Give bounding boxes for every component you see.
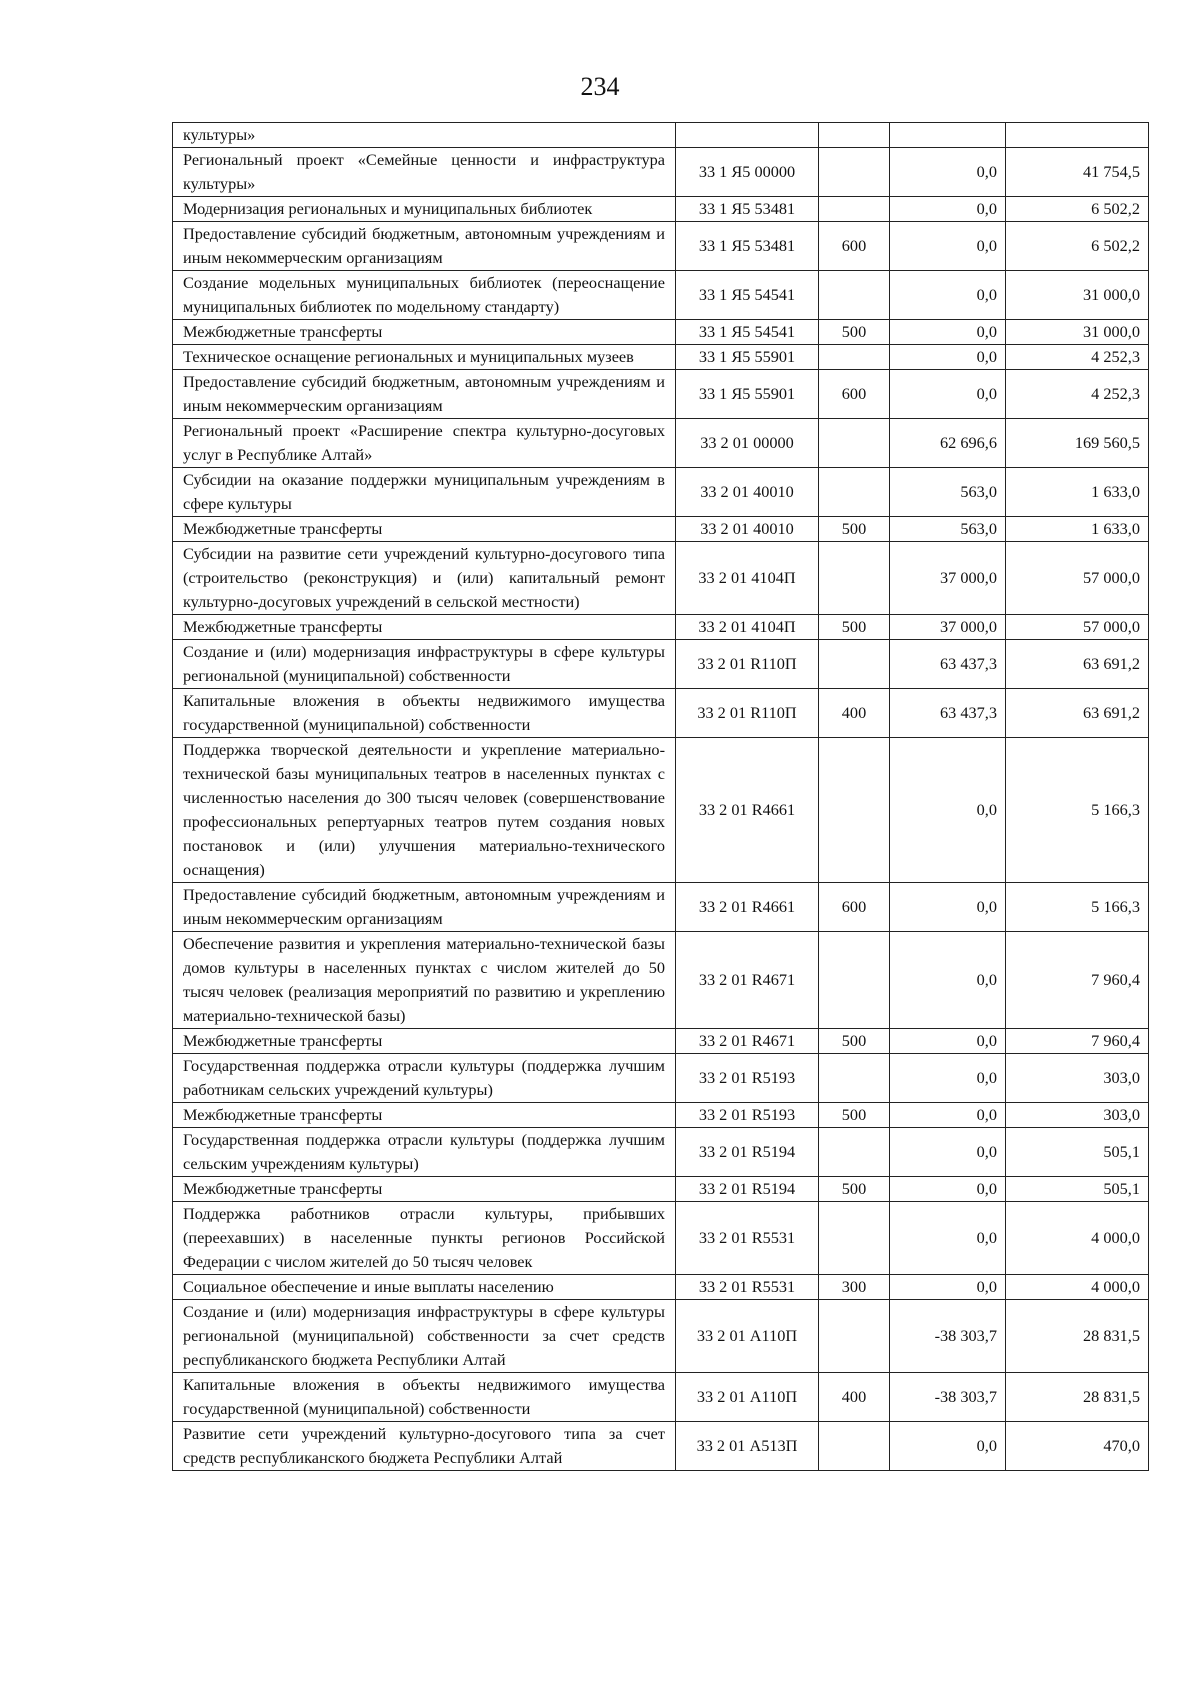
table-row (173, 640, 1149, 689)
table-row (173, 1422, 1149, 1471)
row-amount-year2-cell (1006, 123, 1149, 148)
row-code-cell: 33 2 01 00000 (676, 419, 819, 468)
row-amount-year1-cell: 0,0 (890, 932, 1006, 1029)
table-row (173, 883, 1149, 932)
row-amount-year1-cell: 63 437,3 (890, 689, 1006, 738)
row-amount-year2-cell: 7 960,4 (1006, 1029, 1149, 1054)
row-code-cell: 33 1 Я5 54541 (676, 271, 819, 320)
row-amount-year1-cell: 63 437,3 (890, 640, 1006, 689)
row-amount-year1-cell: 0,0 (890, 345, 1006, 370)
row-name-cell: культуры» (173, 123, 676, 148)
row-amount-year2-cell: 4 252,3 (1006, 370, 1149, 419)
row-amount-year2-cell: 63 691,2 (1006, 640, 1149, 689)
row-amount-year1-cell: 0,0 (890, 222, 1006, 271)
row-name-cell: Модернизация региональных и муниципальных библиотек (173, 197, 676, 222)
row-name-cell: Государственная поддержка отрасли культуры (поддержка лучшим сельским учреждениям культуры) (173, 1128, 676, 1177)
row-code-cell: 33 1 Я5 55901 (676, 345, 819, 370)
row-expense-type-cell (819, 197, 890, 222)
row-code-cell: 33 2 01 R5193 (676, 1054, 819, 1103)
row-amount-year1-cell (890, 123, 1006, 148)
table-row (173, 271, 1149, 320)
row-amount-year1-cell: 62 696,6 (890, 419, 1006, 468)
table-row (173, 148, 1149, 197)
row-name-cell: Создание и (или) модернизация инфраструктуры в сфере культуры региональной (муниципальной) собственности за счет средств республиканского бюджета Республики Алтай (173, 1300, 676, 1373)
row-code-cell: 33 1 Я5 53481 (676, 197, 819, 222)
row-code-cell: 33 2 01 R4671 (676, 1029, 819, 1054)
row-amount-year2-cell: 31 000,0 (1006, 320, 1149, 345)
row-amount-year1-cell: 563,0 (890, 468, 1006, 517)
table-row (173, 370, 1149, 419)
row-amount-year2-cell: 505,1 (1006, 1177, 1149, 1202)
row-name-cell: Межбюджетные трансферты (173, 320, 676, 345)
table-row (173, 419, 1149, 468)
row-amount-year1-cell: -38 303,7 (890, 1373, 1006, 1422)
row-code-cell (676, 123, 819, 148)
row-code-cell: 33 2 01 40010 (676, 517, 819, 542)
page-number: 234 (580, 72, 620, 101)
table-row (173, 738, 1149, 883)
row-amount-year2-cell: 28 831,5 (1006, 1373, 1149, 1422)
row-name-cell: Создание и (или) модернизация инфраструктуры в сфере культуры региональной (муниципальной) собственности (173, 640, 676, 689)
row-code-cell: 33 1 Я5 53481 (676, 222, 819, 271)
row-amount-year2-cell: 4 252,3 (1006, 345, 1149, 370)
row-name-cell: Создание модельных муниципальных библиотек (переоснащение муниципальных библиотек по модельному стандарту) (173, 271, 676, 320)
row-amount-year2-cell: 31 000,0 (1006, 271, 1149, 320)
row-amount-year2-cell: 505,1 (1006, 1128, 1149, 1177)
row-name-cell: Капитальные вложения в объекты недвижимого имущества государственной (муниципальной) собственности (173, 689, 676, 738)
row-amount-year1-cell: -38 303,7 (890, 1300, 1006, 1373)
table-row (173, 542, 1149, 615)
row-expense-type-cell (819, 148, 890, 197)
row-expense-type-cell: 600 (819, 222, 890, 271)
row-expense-type-cell (819, 1422, 890, 1471)
row-name-cell: Обеспечение развития и укрепления материально-технической базы домов культуры в населенных пунктах с числом жителей до 50 тысяч человек (реализация мероприятий по развитию и укреплению материально-технической базы) (173, 932, 676, 1029)
row-code-cell: 33 2 01 4104П (676, 615, 819, 640)
table-row (173, 345, 1149, 370)
row-name-cell: Региональный проект «Расширение спектра культурно-досуговых услуг в Республике Алтай» (173, 419, 676, 468)
row-amount-year1-cell: 0,0 (890, 320, 1006, 345)
table-row (173, 222, 1149, 271)
row-expense-type-cell (819, 123, 890, 148)
row-amount-year1-cell: 0,0 (890, 1029, 1006, 1054)
row-expense-type-cell (819, 1202, 890, 1275)
row-amount-year2-cell: 41 754,5 (1006, 148, 1149, 197)
row-code-cell: 33 2 01 R4661 (676, 883, 819, 932)
row-expense-type-cell: 500 (819, 320, 890, 345)
table-row (173, 1373, 1149, 1422)
row-amount-year2-cell: 7 960,4 (1006, 932, 1149, 1029)
row-name-cell: Техническое оснащение региональных и муниципальных музеев (173, 345, 676, 370)
row-expense-type-cell: 600 (819, 370, 890, 419)
row-amount-year2-cell: 57 000,0 (1006, 542, 1149, 615)
row-code-cell: 33 2 01 4104П (676, 542, 819, 615)
row-amount-year1-cell: 0,0 (890, 738, 1006, 883)
row-name-cell: Развитие сети учреждений культурно-досугового типа за счет средств республиканского бюджета Республики Алтай (173, 1422, 676, 1471)
row-code-cell: 33 2 01 R4661 (676, 738, 819, 883)
row-amount-year1-cell: 0,0 (890, 370, 1006, 419)
row-amount-year1-cell: 37 000,0 (890, 542, 1006, 615)
row-code-cell: 33 2 01 А513П (676, 1422, 819, 1471)
row-expense-type-cell (819, 640, 890, 689)
row-expense-type-cell: 600 (819, 883, 890, 932)
table-row (173, 1300, 1149, 1373)
row-amount-year1-cell: 0,0 (890, 271, 1006, 320)
row-name-cell: Предоставление субсидий бюджетным, автономным учреждениям и иным некоммерческим организациям (173, 222, 676, 271)
row-expense-type-cell (819, 1300, 890, 1373)
row-amount-year2-cell: 57 000,0 (1006, 615, 1149, 640)
row-name-cell: Межбюджетные трансферты (173, 1177, 676, 1202)
row-amount-year2-cell: 1 633,0 (1006, 468, 1149, 517)
row-code-cell: 33 2 01 R110П (676, 689, 819, 738)
table-row (173, 1054, 1149, 1103)
row-code-cell: 33 2 01 R5194 (676, 1177, 819, 1202)
row-amount-year2-cell: 303,0 (1006, 1103, 1149, 1128)
row-expense-type-cell (819, 1128, 890, 1177)
table-row (173, 320, 1149, 345)
table-row (173, 615, 1149, 640)
row-amount-year2-cell: 303,0 (1006, 1054, 1149, 1103)
row-expense-type-cell (819, 932, 890, 1029)
row-code-cell: 33 2 01 R110П (676, 640, 819, 689)
row-expense-type-cell: 500 (819, 615, 890, 640)
row-amount-year2-cell: 6 502,2 (1006, 222, 1149, 271)
row-amount-year2-cell: 5 166,3 (1006, 738, 1149, 883)
row-amount-year1-cell: 0,0 (890, 883, 1006, 932)
row-code-cell: 33 1 Я5 54541 (676, 320, 819, 345)
row-expense-type-cell (819, 419, 890, 468)
row-amount-year1-cell: 563,0 (890, 517, 1006, 542)
budget-table-body (173, 123, 1149, 1471)
row-name-cell: Поддержка творческой деятельности и укрепление материально-технической базы муниципальных театров в населенных пунктах с численностью населения до 300 тысяч человек (совершенствование профессиональных репертуарных театров путем создания новых постановок и (или) улучшения материально-технического оснащения) (173, 738, 676, 883)
row-name-cell: Государственная поддержка отрасли культуры (поддержка лучшим работникам сельских учреждений культуры) (173, 1054, 676, 1103)
table-row (173, 1202, 1149, 1275)
row-expense-type-cell: 400 (819, 689, 890, 738)
row-amount-year1-cell: 0,0 (890, 1202, 1006, 1275)
row-amount-year2-cell: 28 831,5 (1006, 1300, 1149, 1373)
row-name-cell: Предоставление субсидий бюджетным, автономным учреждениям и иным некоммерческим организациям (173, 370, 676, 419)
row-expense-type-cell: 500 (819, 517, 890, 542)
budget-table (172, 122, 1149, 1471)
row-name-cell: Предоставление субсидий бюджетным, автономным учреждениям и иным некоммерческим организациям (173, 883, 676, 932)
row-name-cell: Межбюджетные трансферты (173, 517, 676, 542)
table-row (173, 1103, 1149, 1128)
row-expense-type-cell: 500 (819, 1103, 890, 1128)
row-expense-type-cell (819, 542, 890, 615)
table-row (173, 689, 1149, 738)
table-row (173, 468, 1149, 517)
row-expense-type-cell: 300 (819, 1275, 890, 1300)
row-name-cell: Субсидии на оказание поддержки муниципальным учреждениям в сфере культуры (173, 468, 676, 517)
row-expense-type-cell (819, 738, 890, 883)
row-expense-type-cell: 400 (819, 1373, 890, 1422)
row-expense-type-cell: 500 (819, 1177, 890, 1202)
table-row (173, 197, 1149, 222)
table-row (173, 1177, 1149, 1202)
row-amount-year1-cell: 0,0 (890, 1275, 1006, 1300)
row-name-cell: Социальное обеспечение и иные выплаты населению (173, 1275, 676, 1300)
row-code-cell: 33 1 Я5 55901 (676, 370, 819, 419)
table-row (173, 1029, 1149, 1054)
row-code-cell: 33 2 01 R5194 (676, 1128, 819, 1177)
row-code-cell: 33 2 01 А110П (676, 1300, 819, 1373)
table-row (173, 1128, 1149, 1177)
row-amount-year2-cell: 4 000,0 (1006, 1275, 1149, 1300)
row-name-cell: Межбюджетные трансферты (173, 615, 676, 640)
row-expense-type-cell (819, 1054, 890, 1103)
row-amount-year2-cell: 6 502,2 (1006, 197, 1149, 222)
row-code-cell: 33 2 01 R5531 (676, 1202, 819, 1275)
row-amount-year1-cell: 0,0 (890, 1054, 1006, 1103)
row-name-cell: Региональный проект «Семейные ценности и инфраструктура культуры» (173, 148, 676, 197)
row-code-cell: 33 2 01 А110П (676, 1373, 819, 1422)
row-name-cell: Субсидии на развитие сети учреждений культурно-досугового типа (строительство (реконструкция) и (или) капитальный ремонт культурно-досуговых учреждений в сельской местности) (173, 542, 676, 615)
row-amount-year2-cell: 470,0 (1006, 1422, 1149, 1471)
row-name-cell: Поддержка работников отрасли культуры, прибывших (переехавших) в населенные пункты регионов Российской Федерации с числом жителей до 50 тысяч человек (173, 1202, 676, 1275)
table-row (173, 1275, 1149, 1300)
row-amount-year1-cell: 0,0 (890, 148, 1006, 197)
row-amount-year1-cell: 0,0 (890, 1177, 1006, 1202)
row-amount-year2-cell: 169 560,5 (1006, 419, 1149, 468)
row-name-cell: Межбюджетные трансферты (173, 1029, 676, 1054)
row-amount-year1-cell: 0,0 (890, 1103, 1006, 1128)
row-amount-year2-cell: 4 000,0 (1006, 1202, 1149, 1275)
row-amount-year1-cell: 0,0 (890, 1422, 1006, 1471)
row-code-cell: 33 2 01 R5531 (676, 1275, 819, 1300)
row-name-cell: Межбюджетные трансферты (173, 1103, 676, 1128)
row-code-cell: 33 2 01 R5193 (676, 1103, 819, 1128)
row-name-cell: Капитальные вложения в объекты недвижимого имущества государственной (муниципальной) собственности (173, 1373, 676, 1422)
row-amount-year2-cell: 5 166,3 (1006, 883, 1149, 932)
row-code-cell: 33 2 01 R4671 (676, 932, 819, 1029)
row-expense-type-cell: 500 (819, 1029, 890, 1054)
row-amount-year1-cell: 37 000,0 (890, 615, 1006, 640)
row-code-cell: 33 1 Я5 00000 (676, 148, 819, 197)
row-amount-year1-cell: 0,0 (890, 1128, 1006, 1177)
row-code-cell: 33 2 01 40010 (676, 468, 819, 517)
row-expense-type-cell (819, 468, 890, 517)
row-amount-year2-cell: 1 633,0 (1006, 517, 1149, 542)
table-row (173, 517, 1149, 542)
row-expense-type-cell (819, 271, 890, 320)
table-row (173, 123, 1149, 148)
table-row (173, 932, 1149, 1029)
row-amount-year2-cell: 63 691,2 (1006, 689, 1149, 738)
row-amount-year1-cell: 0,0 (890, 197, 1006, 222)
row-expense-type-cell (819, 345, 890, 370)
